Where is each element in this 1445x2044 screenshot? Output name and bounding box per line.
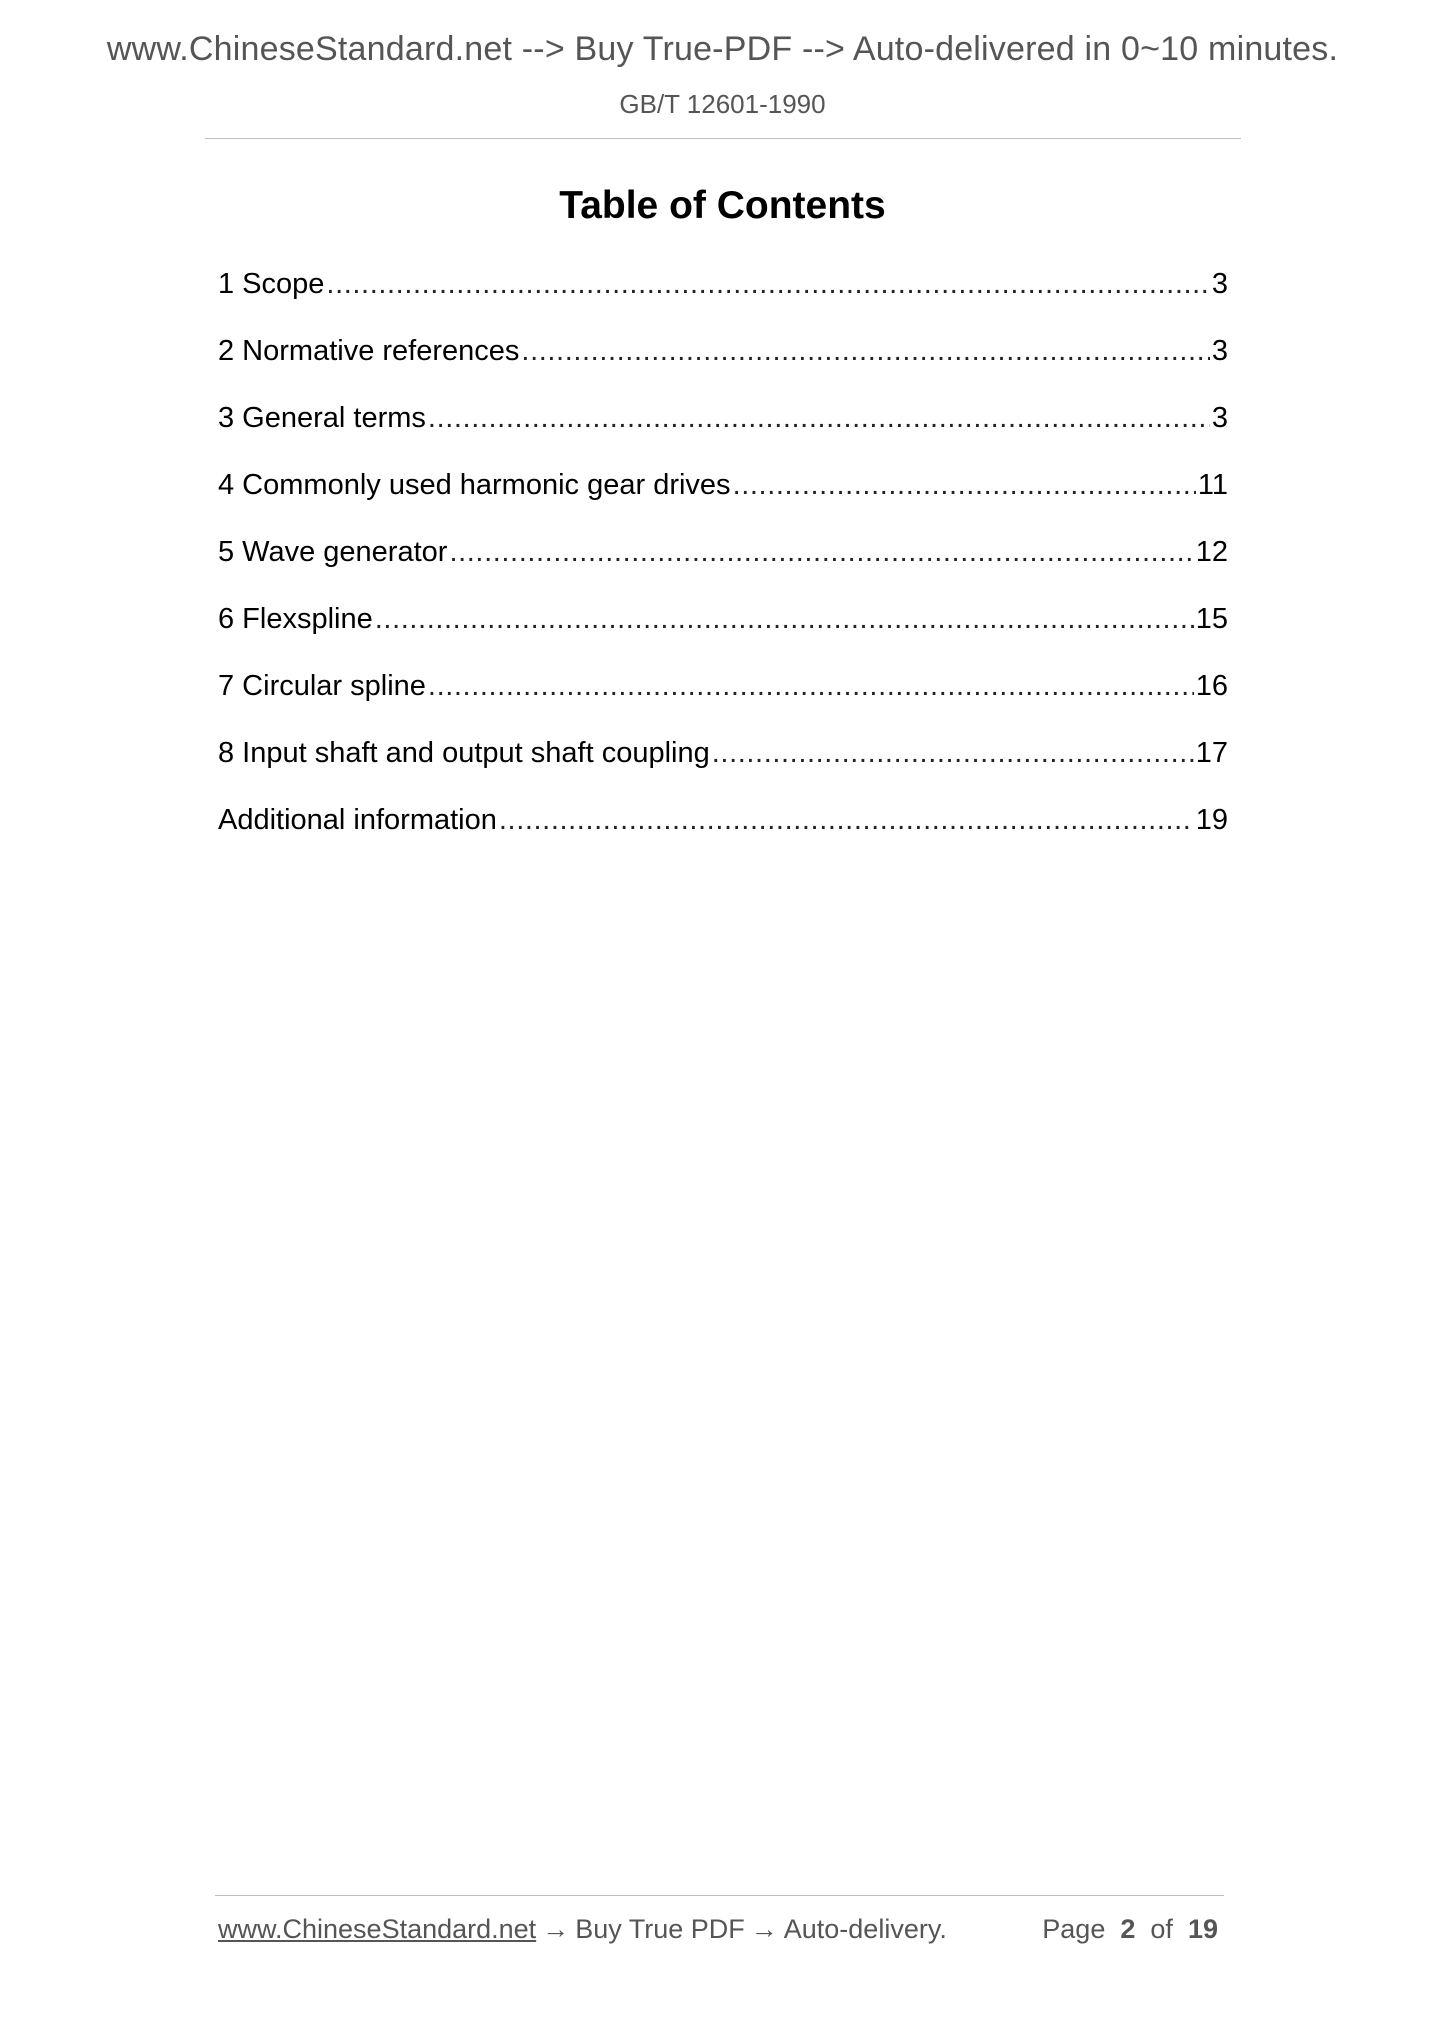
toc-dot-leader — [521, 335, 1209, 368]
toc-dot-leader — [733, 469, 1196, 502]
toc-entry-label: 1 Scope — [218, 268, 325, 300]
toc-entry-page: 12 — [1195, 536, 1228, 568]
page-number — [1042, 1914, 1218, 1945]
toc-entry-wave-generator[interactable] — [218, 536, 1228, 603]
toc-dot-leader — [375, 603, 1194, 636]
toc-entry-label: 7 Circular spline — [218, 670, 426, 702]
toc-dot-leader — [499, 804, 1194, 837]
arrow-right-icon: → — [542, 1914, 570, 1944]
toc-entry-flexspline[interactable] — [218, 603, 1228, 670]
toc-entry-page: 3 — [1211, 402, 1228, 434]
toc-dot-leader — [428, 402, 1210, 435]
toc-entry-harmonic-gear-drives[interactable] — [218, 469, 1228, 536]
page-word: Page — [1042, 1914, 1106, 1944]
toc-entry-label: 6 Flexspline — [218, 603, 373, 635]
toc-entry-label: 8 Input shaft and output shaft coupling — [218, 737, 710, 769]
toc-entry-additional-information[interactable] — [218, 804, 1228, 871]
footer-promo — [218, 1914, 947, 1945]
toc-title: Table of Contents — [559, 184, 886, 227]
toc-entry-page: 19 — [1195, 804, 1228, 836]
footer-buy-text: Buy True PDF — [575, 1914, 745, 1944]
toc-dot-leader — [428, 670, 1194, 703]
of-word: of — [1150, 1914, 1173, 1944]
arrow-right-icon: → — [750, 1914, 778, 1944]
toc-entry-page: 11 — [1197, 469, 1228, 501]
toc-entry-circular-spline[interactable] — [218, 670, 1228, 737]
toc-entry-label: 4 Commonly used harmonic gear drives — [218, 469, 731, 501]
total-pages: 19 — [1187, 1914, 1218, 1944]
header-divider — [205, 138, 1241, 139]
toc-dot-leader — [712, 737, 1194, 770]
toc-entry-label: 3 General terms — [218, 402, 426, 434]
toc-dot-leader — [449, 536, 1193, 569]
toc-entry-label: Additional information — [218, 804, 497, 836]
toc-entry-page: 3 — [1211, 268, 1228, 300]
toc-entry-page: 15 — [1195, 603, 1228, 635]
current-page: 2 — [1120, 1914, 1136, 1944]
toc-entry-general-terms[interactable] — [218, 402, 1228, 469]
toc-entry-scope[interactable] — [218, 268, 1228, 335]
header-banner: www.ChineseStandard.net --> Buy True-PDF --> Auto-delivered in 0~10 minutes. — [106, 30, 1339, 68]
toc-entry-page: 17 — [1195, 737, 1228, 769]
toc-entry-page: 3 — [1211, 335, 1228, 367]
toc-entry-shaft-coupling[interactable] — [218, 737, 1228, 804]
toc-entry-label: 2 Normative references — [218, 335, 520, 367]
footer-divider — [215, 1895, 1224, 1896]
standard-code: GB/T 12601-1990 — [619, 89, 826, 119]
toc-entry-normative-references[interactable] — [218, 335, 1228, 402]
footer-site-link[interactable]: www.ChineseStandard.net — [218, 1914, 537, 1944]
toc-entry-page: 16 — [1195, 670, 1228, 702]
footer-delivery-text: Auto-delivery. — [783, 1914, 947, 1944]
toc-entry-label: 5 Wave generator — [218, 536, 448, 568]
toc-list — [218, 268, 1228, 871]
toc-dot-leader — [326, 268, 1209, 301]
